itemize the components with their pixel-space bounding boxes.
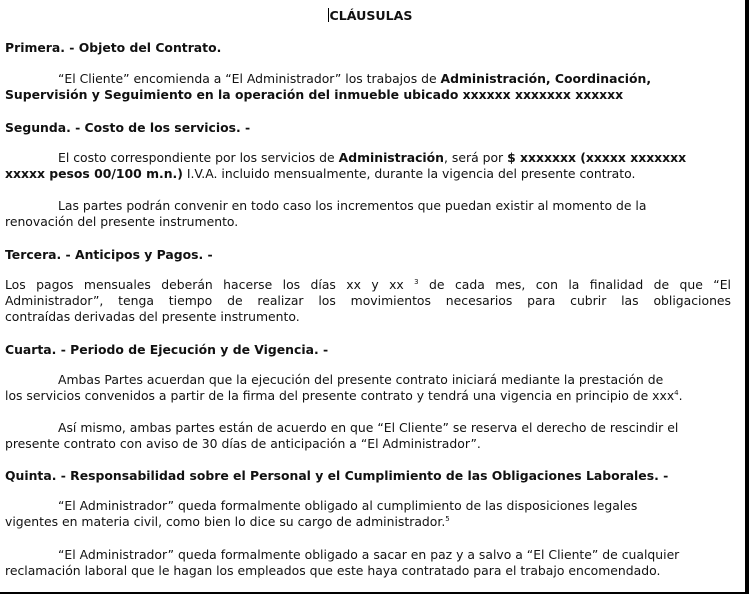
document-title: CLÁUSULAS [329,8,413,23]
text-cursor [328,8,329,22]
clause-heading-tercera: Tercera. - Anticipos y Pagos. - [5,247,213,262]
clause-paragraph-segunda-2: Las partes podrán convenir en todo caso los incrementos que puedan existir al momento de la renovación del presente instrumento. [5,198,647,229]
clause-paragraph-cuarta-2: Así mismo, ambas partes están de acuerdo en que “El Cliente” se reserva el derecho de rescindir el presente contrato con aviso de 30 días de anticipación a “El Administrador”. [5,420,679,451]
clause-paragraph-tercera-1: Los pagos mensuales deberán hacerse los días xx y xx $^3$ de cada mes, con la finalidad de que “El Administrador”, tenga tiempo de realizar los movimientos necesarios para cubrir las obligaciones contraídas derivadas del presente instrumento. [5,277,731,324]
clause-paragraph-quinta-2: “El Administrador” queda formalmente obligado a sacar en paz y a salvo a “El Cliente” de cualquier reclamación laboral que le hagan los empleados que este haya contratado para el trabajo encomendado. [5,547,680,578]
clause-heading-quinta: Quinta. - Responsabilidad sobre el Personal y el Cumplimiento de las Obligaciones Laborales. - [5,468,669,483]
clause-heading-segunda: Segunda. - Costo de los servicios. - [5,120,251,135]
clause-heading-cuarta: Cuarta. - Periodo de Ejecución y de Vigencia. - [5,342,329,357]
clause-paragraph-segunda-1: El costo correspondiente por los servicios de Administración, será por $ xxxxxxx (xxxxx xxxxxxx xxxxx pesos 00/100 m.n.) I.V.A. incluido mensualmente, durante la vigencia del presente contrato. [5,150,687,181]
clause-paragraph-quinta-1: “El Administrador” queda formalmente obligado al cumplimiento de las disposiciones legales vigentes en materia civil, como bien lo dice su cargo de administrador.$^5$ [5,498,638,529]
clause-paragraph-primera-1: “El Cliente” encomienda a “El Administrador” los trabajos de Administración, Coordinación, Supervisión y Seguimiento en la operación del inmueble ubicado xxxxxx xxxxxxx xxxxxx [5,71,652,102]
page-right-border [745,0,749,594]
clause-paragraph-cuarta-1: Ambas Partes acuerdan que la ejecución del presente contrato iniciará mediante la prestación de los servicios convenidos a partir de la firma del presente contrato y tendrá una vigencia en principio de xxx$^4$. [5,372,683,403]
clause-heading-primera: Primera. - Objeto del Contrato. [5,40,222,55]
